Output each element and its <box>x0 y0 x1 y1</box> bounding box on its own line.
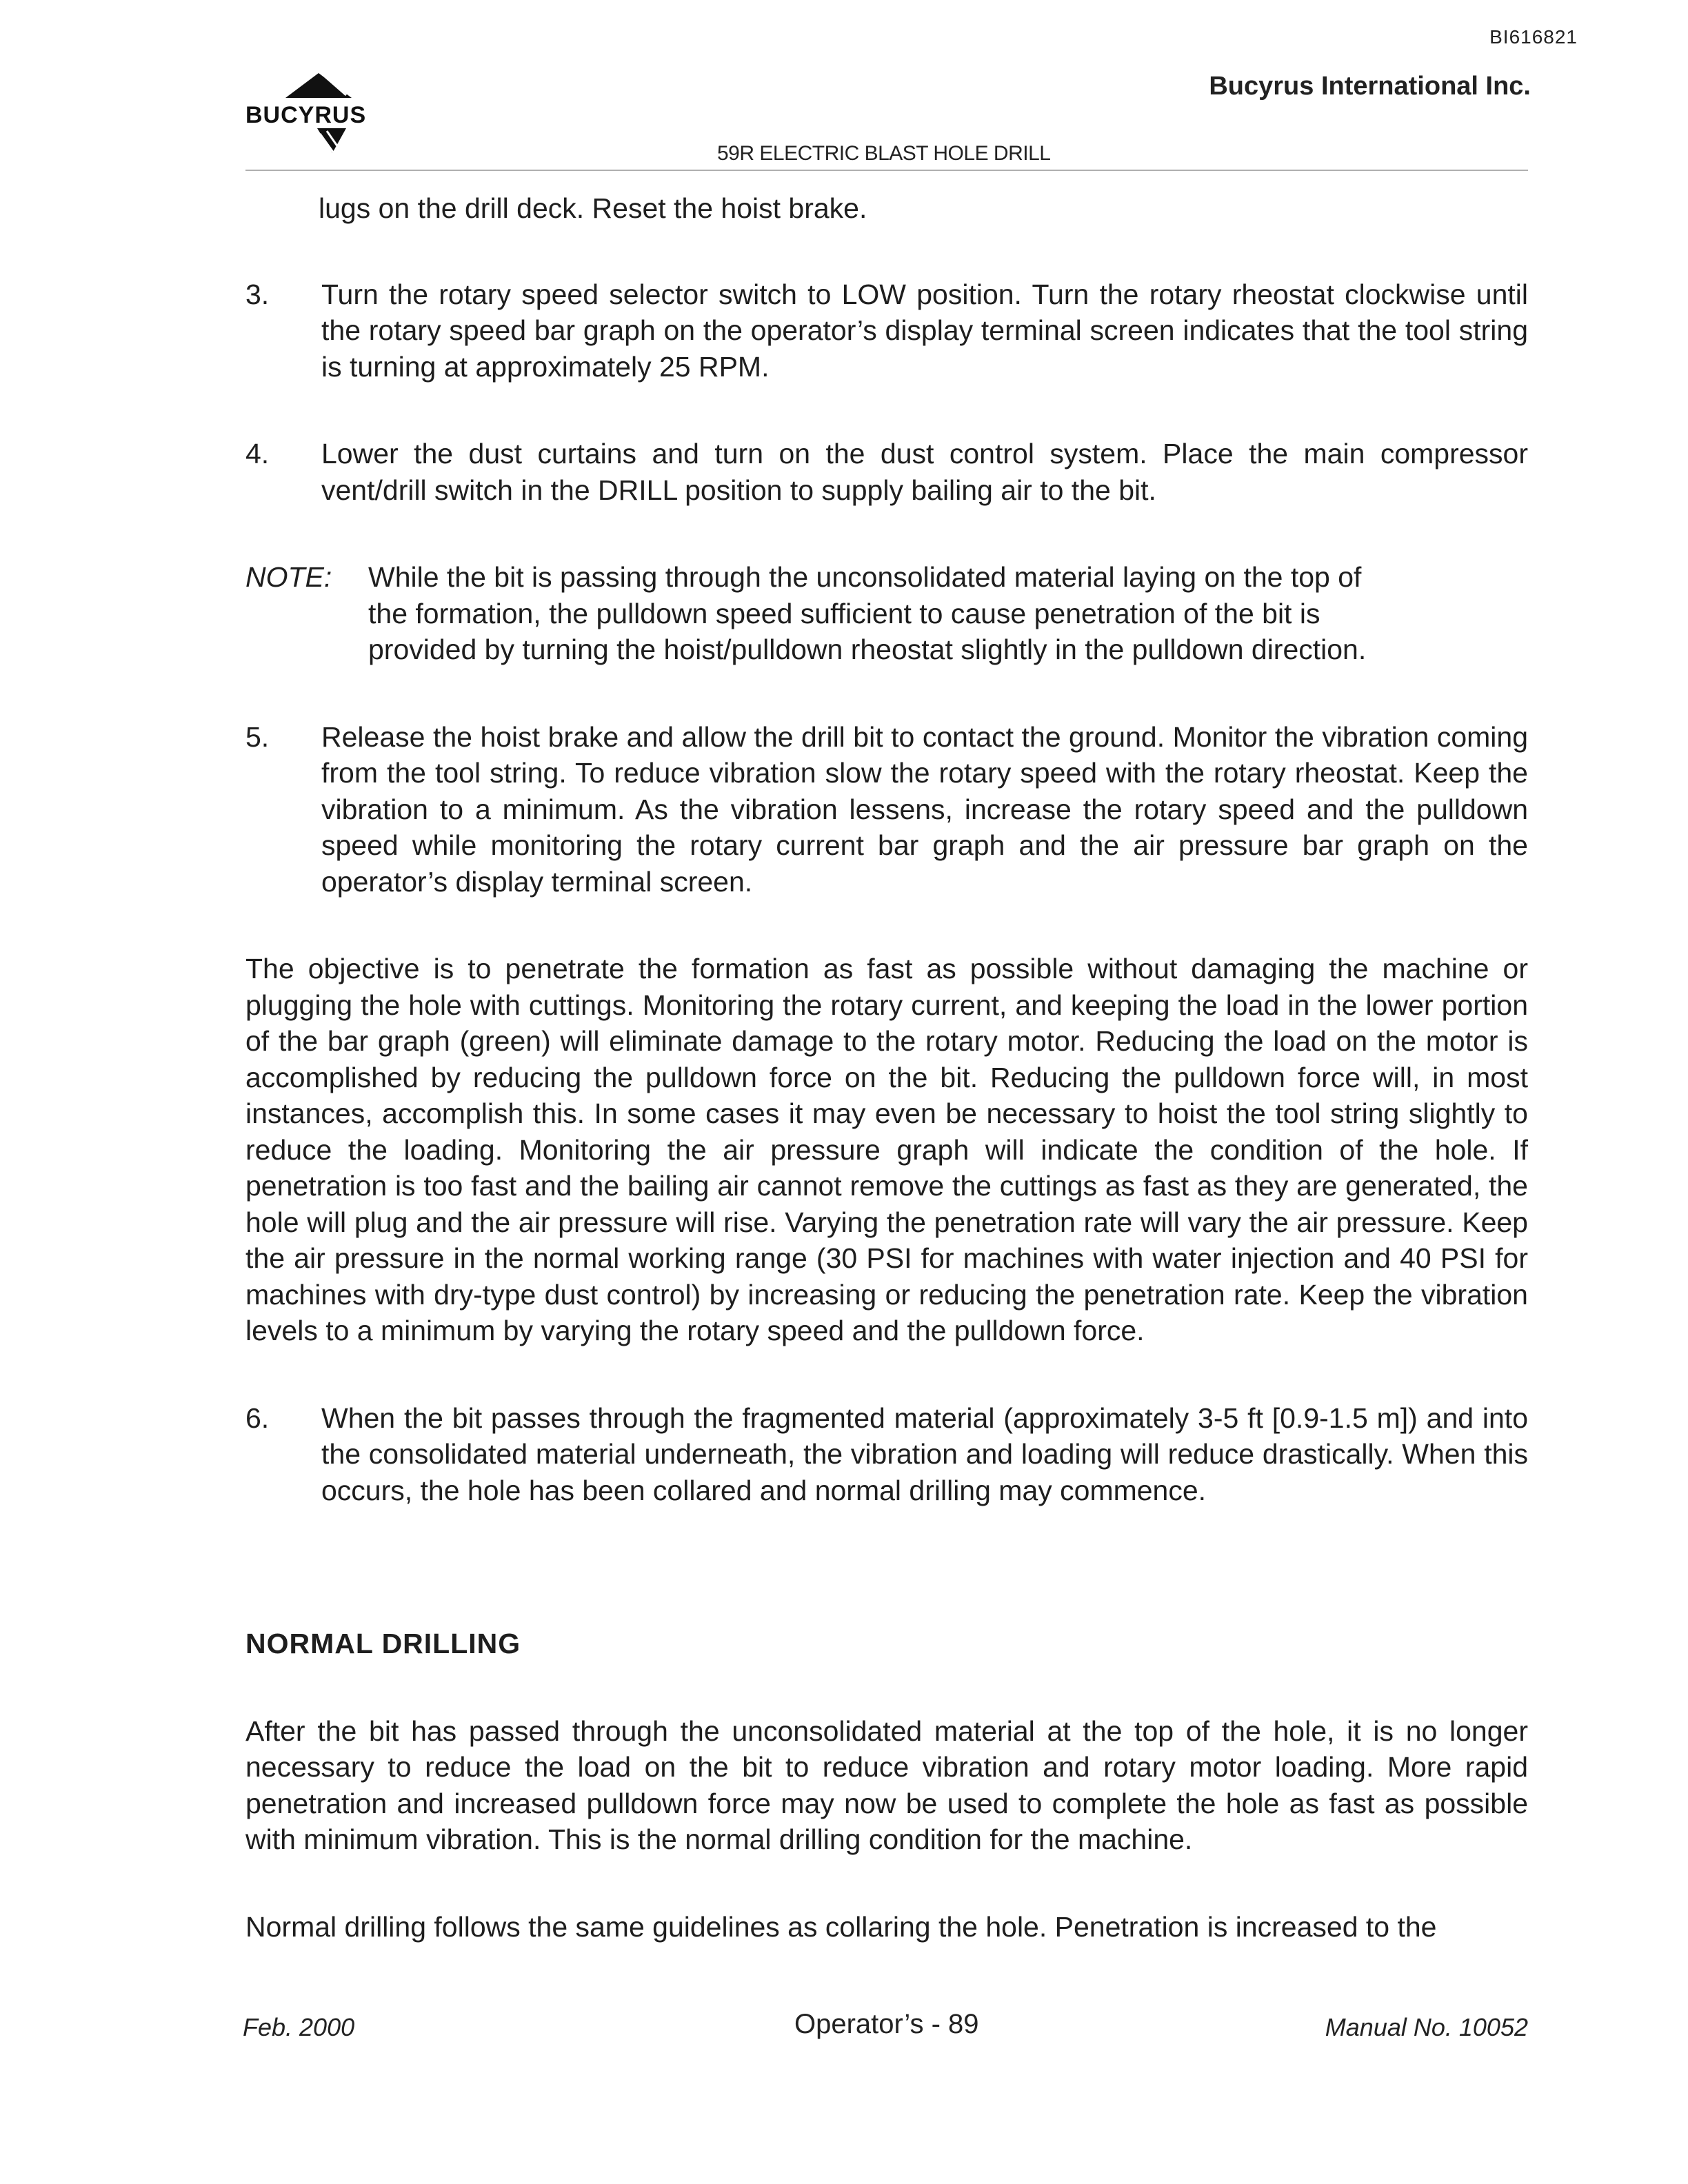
page-number: Operator’s - 89 <box>794 2009 979 2039</box>
continuation-text: lugs on the drill deck. Reset the hoist brake. <box>319 192 867 224</box>
step-5 <box>245 719 1528 900</box>
section-heading: NORMAL DRILLING <box>245 1628 521 1659</box>
objective-paragraph: The objective is to penetrate the formation as fast as possible without damaging the machine or plugging the hole with cuttings. Monitoring the rotary current, and keeping the load in the lower portion of the bar graph (green) will eliminate damage to the rotary motor. Reducing the load on the motor is accomplished by reducing the pulldown force on the bit. Reducing the pulldown force will, in most instances, accomplish this. In some cases it may even be necessary to hoist the tool string slightly to reduce the loading. Monitoring the air pressure graph will indicate the condition of the hole. If penetration is too fast and the bailing air cannot remove the cuttings as fast as they are generated, the hole will plug and the air pressure will rise. Varying the penetration rate will vary the air pressure. Keep the air pressure in the normal working range (30 PSI for machines with water injection and 40 PSI for machines with dry-type dust control) by increasing or reducing the penetration rate. Keep the vibration levels to a minimum by varying the rotary speed and the pulldown force. <box>245 953 1528 1346</box>
step-text: Lower the dust curtains and turn on the dust control system. Place the main compressor vent/drill switch in the DRILL position to supply bailing air to the bit. <box>321 438 1528 506</box>
normal-drilling-paragraph: After the bit has passed through the unconsolidated material at the top of the hole, it is no longer necessary to reduce the load on the bit to reduce vibration and rotary motor loading. More rapid penetration and increased pulldown force may now be used to complete the hole as fast as possible with minimum vibration. This is the normal drilling condition for the machine. <box>245 1715 1528 1855</box>
step-3 <box>245 276 1528 385</box>
step-number: 5. <box>245 720 270 753</box>
page-content <box>245 190 1528 1945</box>
step-number: 6. <box>245 1402 270 1434</box>
note-block <box>245 559 1528 668</box>
step-text: Release the hoist brake and allow the drill bit to contact the ground. Monitor the vibration coming from the tool string. To reduce vibration slow the rotary speed with the rotary rheostat. Keep the vibration to a minimum. As the vibration lessens, increase the rotary speed and the pulldown speed while monitoring the rotary current bar graph and the air pressure bar graph on the operator’s display terminal screen. <box>321 720 1528 898</box>
step-text: When the bit passes through the fragmented material (approximately 3-5 ft [0.9-1.5 m]) and into the consolidated material underneath, the vibration and loading will reduce drastically. When this occurs, the hole has been collared and normal drilling may commence. <box>321 1402 1528 1506</box>
note-label: NOTE: <box>245 561 332 593</box>
footer-date: Feb. 2000 <box>243 2013 355 2041</box>
manual-number: Manual No. 10052 <box>1325 2013 1528 2041</box>
company-name: Bucyrus International Inc. <box>1209 72 1531 101</box>
step-text: Turn the rotary speed selector switch to LOW position. Turn the rotary rheostat clockwise until the rotary speed bar graph on the operator’s display terminal screen indicates that the tool string is turning at approximately 25 RPM. <box>321 278 1528 383</box>
bucyrus-logo <box>243 69 394 159</box>
step-number: 3. <box>245 278 270 310</box>
document-subtitle: 59R ELECTRIC BLAST HOLE DRILL <box>717 142 1051 165</box>
document-id: BI616821 <box>1489 26 1578 48</box>
svg-text:BUCYRUS: BUCYRUS <box>245 102 367 128</box>
step-4 <box>245 436 1528 508</box>
note-text: While the bit is passing through the unconsolidated material laying on the top of the formation, the pulldown speed sufficient to cause penetration of the bit is provided by turning the hoist/pulldown rheostat slightly in the pulldown direction. <box>368 561 1367 665</box>
last-paragraph: Normal drilling follows the same guidelines as collaring the hole. Penetration is increased to the <box>245 1910 1437 1943</box>
step-6 <box>245 1400 1528 1509</box>
step-number: 4. <box>245 438 270 469</box>
header-divider <box>245 170 1528 171</box>
